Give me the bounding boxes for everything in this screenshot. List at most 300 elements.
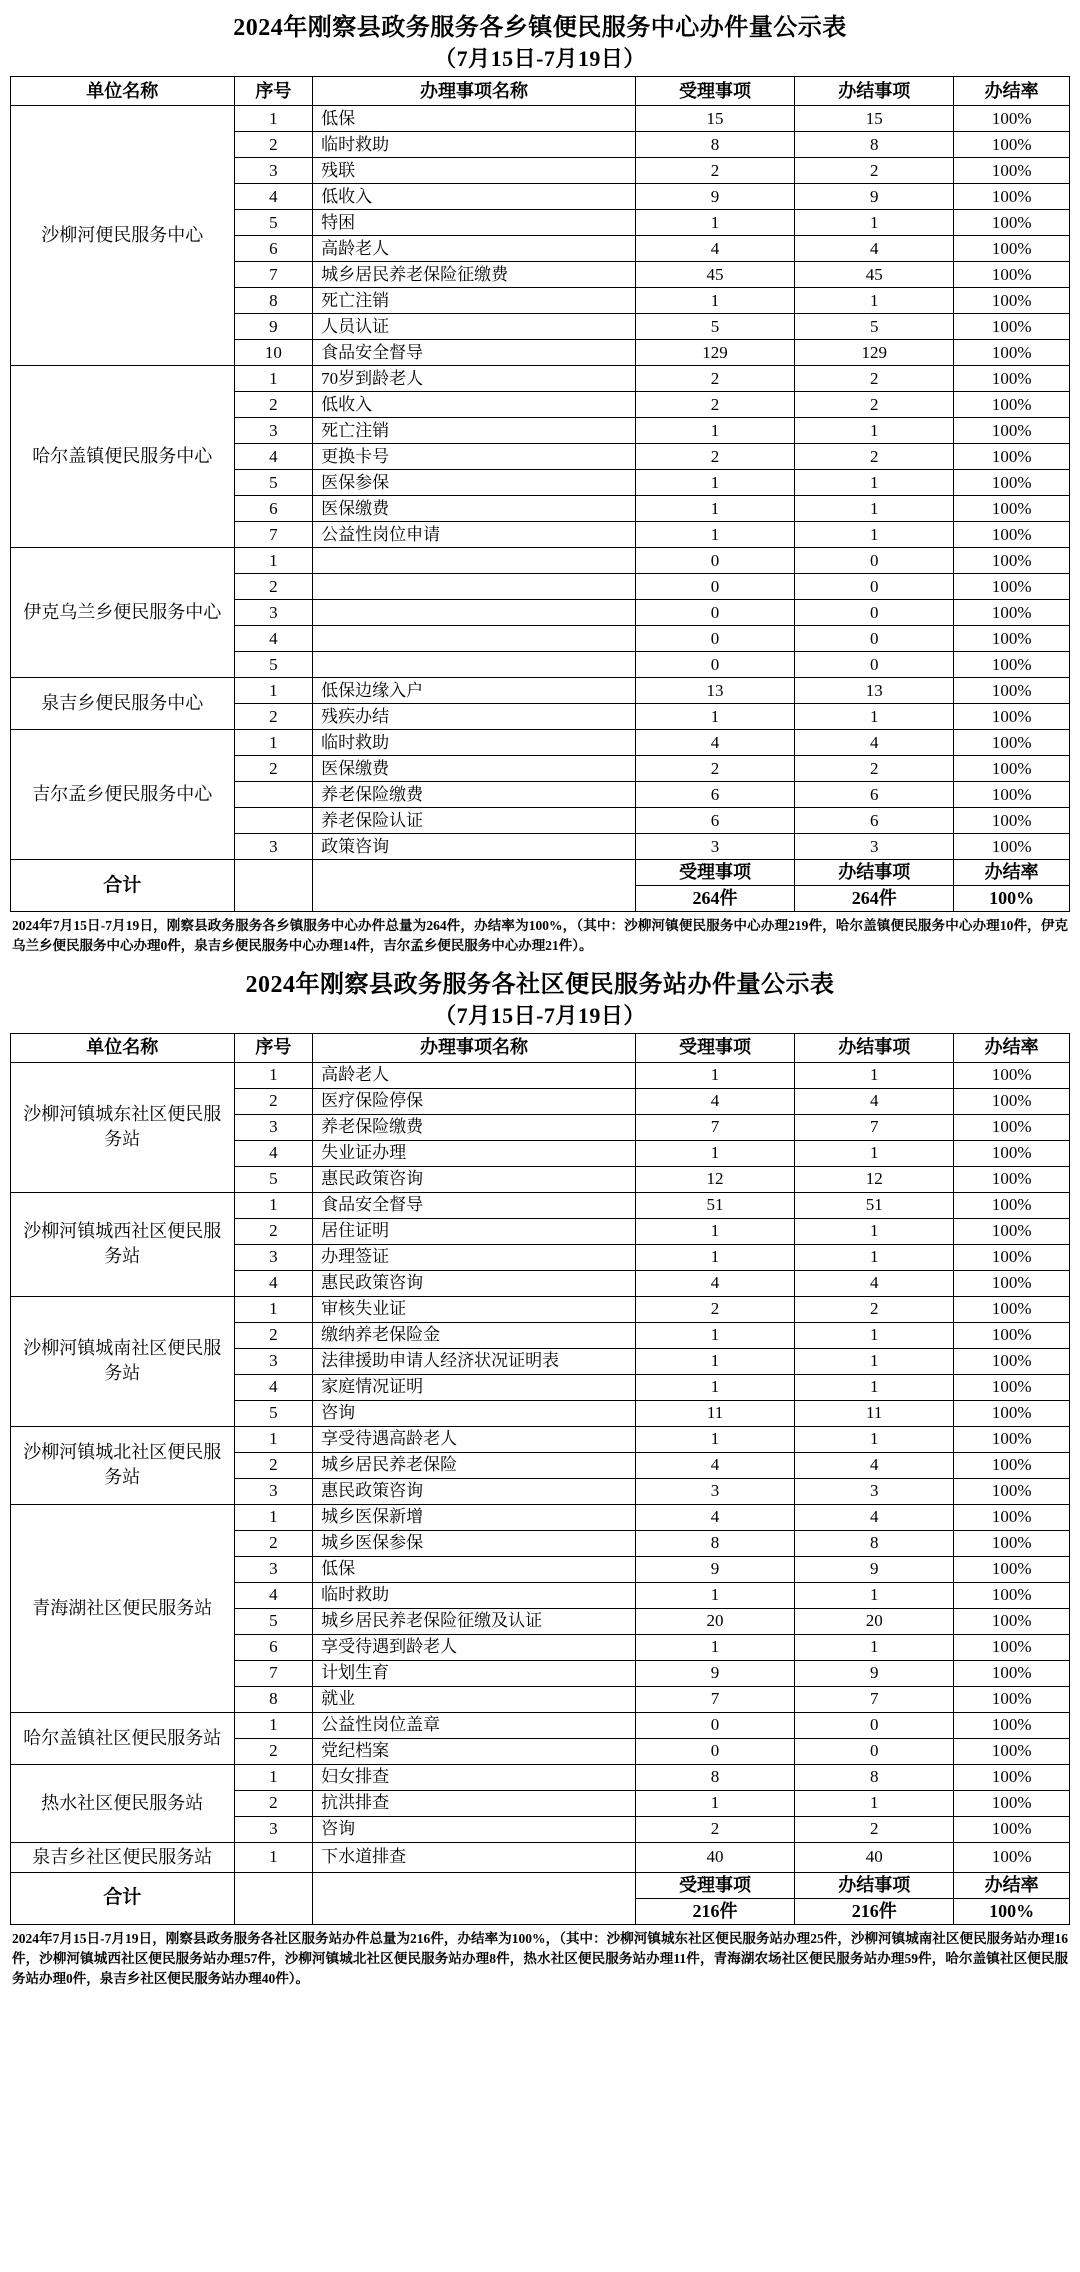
- item-name-cell: 养老保险缴费: [313, 782, 636, 808]
- rate-cell: 100%: [954, 262, 1070, 288]
- seq-cell: 1: [234, 106, 313, 132]
- rate-cell: 100%: [954, 522, 1070, 548]
- item-name-cell: 人员认证: [313, 314, 636, 340]
- completed-cell: 4: [795, 1088, 954, 1114]
- accepted-cell: 9: [635, 1556, 794, 1582]
- rate-cell: 100%: [954, 678, 1070, 704]
- accepted-cell: 4: [635, 236, 794, 262]
- seq-cell: 1: [234, 366, 313, 392]
- table-row: [11, 1504, 1070, 1530]
- table1-header-unit: 单位名称: [11, 77, 235, 106]
- table-row: [11, 548, 1070, 574]
- total-head-completed: 办结事项: [795, 860, 954, 886]
- seq-cell: 8: [234, 288, 313, 314]
- table2-header-completed: 办结事项: [795, 1033, 954, 1062]
- item-name-cell: 抗洪排查: [313, 1790, 636, 1816]
- item-name-cell: 低保: [313, 106, 636, 132]
- completed-cell: 1: [795, 1322, 954, 1348]
- unit-name-cell: 伊克乌兰乡便民服务中心: [11, 548, 235, 678]
- rate-cell: 100%: [954, 808, 1070, 834]
- rate-cell: 100%: [954, 1738, 1070, 1764]
- rate-cell: 100%: [954, 1478, 1070, 1504]
- completed-cell: 7: [795, 1114, 954, 1140]
- rate-cell: 100%: [954, 184, 1070, 210]
- item-name-cell: 享受待遇到龄老人: [313, 1634, 636, 1660]
- seq-cell: 3: [234, 158, 313, 184]
- seq-cell: 2: [234, 704, 313, 730]
- rate-cell: 100%: [954, 1556, 1070, 1582]
- table2-header-item: 办理事项名称: [313, 1033, 636, 1062]
- rate-cell: 100%: [954, 1686, 1070, 1712]
- unit-name-cell: 沙柳河镇城北社区便民服务站: [11, 1426, 235, 1504]
- accepted-cell: 3: [635, 1478, 794, 1504]
- seq-cell: 5: [234, 1608, 313, 1634]
- completed-cell: 8: [795, 1764, 954, 1790]
- table2-title: [10, 969, 1070, 1031]
- item-name-cell: 食品安全督导: [313, 340, 636, 366]
- item-name-cell: 临时救助: [313, 132, 636, 158]
- rate-cell: 100%: [954, 1348, 1070, 1374]
- seq-cell: 5: [234, 652, 313, 678]
- completed-cell: 4: [795, 1504, 954, 1530]
- accepted-cell: 15: [635, 106, 794, 132]
- unit-name-cell: 沙柳河镇城东社区便民服务站: [11, 1062, 235, 1192]
- rate-cell: 100%: [954, 1114, 1070, 1140]
- accepted-cell: 1: [635, 288, 794, 314]
- accepted-cell: 2: [635, 1816, 794, 1842]
- seq-cell: 3: [234, 834, 313, 860]
- accepted-cell: 1: [635, 1322, 794, 1348]
- completed-cell: 3: [795, 834, 954, 860]
- completed-cell: 4: [795, 730, 954, 756]
- item-name-cell: 城乡居民养老保险: [313, 1452, 636, 1478]
- table2-header-unit: 单位名称: [11, 1033, 235, 1062]
- seq-cell: 3: [234, 600, 313, 626]
- seq-cell: 1: [234, 1764, 313, 1790]
- table1-title: [10, 12, 1070, 74]
- completed-cell: 1: [795, 1634, 954, 1660]
- rate-cell: 100%: [954, 1140, 1070, 1166]
- completed-cell: 45: [795, 262, 954, 288]
- rate-cell: 100%: [954, 1842, 1070, 1872]
- table2-header-row: [11, 1033, 1070, 1062]
- rate-cell: 100%: [954, 756, 1070, 782]
- accepted-cell: 2: [635, 366, 794, 392]
- item-name-cell: 法律援助申请人经济状况证明表: [313, 1348, 636, 1374]
- total-label-cell: 合计: [11, 1872, 235, 1924]
- item-name-cell: 低收入: [313, 392, 636, 418]
- accepted-cell: 1: [635, 1062, 794, 1088]
- seq-cell: 1: [234, 1426, 313, 1452]
- completed-cell: 1: [795, 1218, 954, 1244]
- rate-cell: 100%: [954, 1270, 1070, 1296]
- accepted-cell: 1: [635, 1374, 794, 1400]
- seq-cell: 2: [234, 1790, 313, 1816]
- seq-cell: 4: [234, 1582, 313, 1608]
- item-name-cell: 死亡注销: [313, 418, 636, 444]
- rate-cell: 100%: [954, 1634, 1070, 1660]
- accepted-cell: 9: [635, 184, 794, 210]
- accepted-cell: 1: [635, 1790, 794, 1816]
- completed-cell: 1: [795, 1374, 954, 1400]
- item-name-cell: 缴纳养老保险金: [313, 1322, 636, 1348]
- completed-cell: 1: [795, 418, 954, 444]
- seq-cell: 7: [234, 262, 313, 288]
- rate-cell: 100%: [954, 1426, 1070, 1452]
- item-name-cell: 惠民政策咨询: [313, 1478, 636, 1504]
- total-head-rate: 办结率: [954, 1872, 1070, 1898]
- accepted-cell: 1: [635, 470, 794, 496]
- accepted-cell: 8: [635, 1764, 794, 1790]
- seq-cell: 1: [234, 1712, 313, 1738]
- unit-name-cell: 沙柳河便民服务中心: [11, 106, 235, 366]
- item-name-cell: 失业证办理: [313, 1140, 636, 1166]
- table1-header-item: 办理事项名称: [313, 77, 636, 106]
- accepted-cell: 4: [635, 1452, 794, 1478]
- accepted-cell: 5: [635, 314, 794, 340]
- accepted-cell: 2: [635, 392, 794, 418]
- seq-cell: 2: [234, 1322, 313, 1348]
- item-name-cell: 计划生育: [313, 1660, 636, 1686]
- total-label-cell: 合计: [11, 860, 235, 912]
- rate-cell: 100%: [954, 444, 1070, 470]
- item-name-cell: 低保: [313, 1556, 636, 1582]
- accepted-cell: 1: [635, 1426, 794, 1452]
- rate-cell: 100%: [954, 1192, 1070, 1218]
- seq-cell: 1: [234, 678, 313, 704]
- item-name-cell: 审核失业证: [313, 1296, 636, 1322]
- item-name-cell: 党纪档案: [313, 1738, 636, 1764]
- seq-cell: 3: [234, 1556, 313, 1582]
- seq-cell: 3: [234, 1244, 313, 1270]
- item-name-cell: 城乡居民养老保险征缴及认证: [313, 1608, 636, 1634]
- accepted-cell: 1: [635, 522, 794, 548]
- table1-body: [11, 106, 1070, 912]
- completed-cell: 1: [795, 1244, 954, 1270]
- completed-cell: 1: [795, 704, 954, 730]
- completed-cell: 0: [795, 626, 954, 652]
- accepted-cell: 6: [635, 808, 794, 834]
- item-name-cell: 低保边缘入户: [313, 678, 636, 704]
- item-name-cell: 咨询: [313, 1816, 636, 1842]
- accepted-cell: 1: [635, 1140, 794, 1166]
- item-name-cell: 残联: [313, 158, 636, 184]
- rate-cell: 100%: [954, 106, 1070, 132]
- rate-cell: 100%: [954, 158, 1070, 184]
- unit-name-cell: 泉吉乡便民服务中心: [11, 678, 235, 730]
- rate-cell: 100%: [954, 392, 1070, 418]
- item-name-cell: 惠民政策咨询: [313, 1166, 636, 1192]
- total-item-cell: [313, 1872, 636, 1924]
- table2: [10, 1033, 1070, 1925]
- item-name-cell: 高龄老人: [313, 1062, 636, 1088]
- seq-cell: 3: [234, 1114, 313, 1140]
- completed-cell: 3: [795, 1478, 954, 1504]
- item-name-cell: 就业: [313, 1686, 636, 1712]
- item-name-cell: 更换卡号: [313, 444, 636, 470]
- accepted-cell: 2: [635, 158, 794, 184]
- unit-name-cell: 哈尔盖镇社区便民服务站: [11, 1712, 235, 1764]
- rate-cell: 100%: [954, 1166, 1070, 1192]
- completed-cell: 0: [795, 1738, 954, 1764]
- seq-cell: 3: [234, 1816, 313, 1842]
- item-name-cell: 城乡医保新增: [313, 1504, 636, 1530]
- total-accepted-value: 264件: [635, 886, 794, 912]
- rate-cell: 100%: [954, 1504, 1070, 1530]
- rate-cell: 100%: [954, 1062, 1070, 1088]
- unit-name-cell: 吉尔孟乡便民服务中心: [11, 730, 235, 860]
- completed-cell: 0: [795, 652, 954, 678]
- accepted-cell: 2: [635, 756, 794, 782]
- completed-cell: 1: [795, 288, 954, 314]
- seq-cell: 4: [234, 184, 313, 210]
- accepted-cell: 20: [635, 1608, 794, 1634]
- completed-cell: 13: [795, 678, 954, 704]
- total-rate-value: 100%: [954, 886, 1070, 912]
- rate-cell: 100%: [954, 548, 1070, 574]
- completed-cell: 4: [795, 1452, 954, 1478]
- seq-cell: 1: [234, 1296, 313, 1322]
- completed-cell: 1: [795, 1790, 954, 1816]
- rate-cell: 100%: [954, 782, 1070, 808]
- item-name-cell: [313, 548, 636, 574]
- accepted-cell: 11: [635, 1400, 794, 1426]
- completed-cell: 20: [795, 1608, 954, 1634]
- completed-cell: 9: [795, 1660, 954, 1686]
- seq-cell: 1: [234, 730, 313, 756]
- seq-cell: 4: [234, 1374, 313, 1400]
- table2-header-seq: 序号: [234, 1033, 313, 1062]
- total-item-cell: [313, 860, 636, 912]
- total-seq-cell: [234, 860, 313, 912]
- seq-cell: 10: [234, 340, 313, 366]
- rate-cell: 100%: [954, 1452, 1070, 1478]
- table2-body: [11, 1062, 1070, 1924]
- seq-cell: 7: [234, 522, 313, 548]
- completed-cell: 2: [795, 1816, 954, 1842]
- completed-cell: 2: [795, 158, 954, 184]
- item-name-cell: 死亡注销: [313, 288, 636, 314]
- rate-cell: 100%: [954, 340, 1070, 366]
- accepted-cell: 0: [635, 600, 794, 626]
- accepted-cell: 4: [635, 1270, 794, 1296]
- item-name-cell: 妇女排查: [313, 1764, 636, 1790]
- seq-cell: 2: [234, 132, 313, 158]
- accepted-cell: 0: [635, 652, 794, 678]
- item-name-cell: 城乡居民养老保险征缴费: [313, 262, 636, 288]
- accepted-cell: 4: [635, 1504, 794, 1530]
- table-row: [11, 1426, 1070, 1452]
- completed-cell: 2: [795, 444, 954, 470]
- rate-cell: 100%: [954, 574, 1070, 600]
- item-name-cell: 特困: [313, 210, 636, 236]
- table1: [10, 76, 1070, 912]
- table-row: [11, 1842, 1070, 1872]
- accepted-cell: 129: [635, 340, 794, 366]
- rate-cell: 100%: [954, 418, 1070, 444]
- completed-cell: 6: [795, 782, 954, 808]
- item-name-cell: 养老保险认证: [313, 808, 636, 834]
- rate-cell: 100%: [954, 1764, 1070, 1790]
- seq-cell: 2: [234, 392, 313, 418]
- completed-cell: 11: [795, 1400, 954, 1426]
- rate-cell: 100%: [954, 496, 1070, 522]
- total-head-completed: 办结事项: [795, 1872, 954, 1898]
- rate-cell: 100%: [954, 1790, 1070, 1816]
- rate-cell: 100%: [954, 1218, 1070, 1244]
- rate-cell: 100%: [954, 730, 1070, 756]
- seq-cell: 4: [234, 444, 313, 470]
- accepted-cell: 7: [635, 1114, 794, 1140]
- unit-name-cell: 沙柳河镇城南社区便民服务站: [11, 1296, 235, 1426]
- item-name-cell: 居住证明: [313, 1218, 636, 1244]
- total-head-accepted: 受理事项: [635, 1872, 794, 1898]
- total-head-accepted: 受理事项: [635, 860, 794, 886]
- item-name-cell: 政策咨询: [313, 834, 636, 860]
- seq-cell: 2: [234, 1530, 313, 1556]
- accepted-cell: 1: [635, 704, 794, 730]
- accepted-cell: 12: [635, 1166, 794, 1192]
- table-row: [11, 678, 1070, 704]
- accepted-cell: 2: [635, 1296, 794, 1322]
- seq-cell: 2: [234, 574, 313, 600]
- accepted-cell: 0: [635, 1712, 794, 1738]
- seq-cell: 7: [234, 1660, 313, 1686]
- rate-cell: 100%: [954, 1088, 1070, 1114]
- seq-cell: 1: [234, 1504, 313, 1530]
- completed-cell: 0: [795, 574, 954, 600]
- seq-cell: 4: [234, 626, 313, 652]
- accepted-cell: 45: [635, 262, 794, 288]
- item-name-cell: 惠民政策咨询: [313, 1270, 636, 1296]
- table-row: [11, 1712, 1070, 1738]
- seq-cell: [234, 808, 313, 834]
- rate-cell: 100%: [954, 600, 1070, 626]
- completed-cell: 4: [795, 236, 954, 262]
- item-name-cell: 城乡医保参保: [313, 1530, 636, 1556]
- unit-name-cell: 哈尔盖镇便民服务中心: [11, 366, 235, 548]
- completed-cell: 0: [795, 548, 954, 574]
- seq-cell: 2: [234, 756, 313, 782]
- rate-cell: 100%: [954, 314, 1070, 340]
- table2-note: 2024年7月15日-7月19日，刚察县政务服务各社区服务站办件总量为216件，办结率为100%，（其中：沙柳河镇城东社区便民服务站办理25件，沙柳河镇城南社区便民服务站办理16件，沙柳河镇城西社区便民服务站办理57件，沙柳河镇城北社区便民服务站办理8件，热水社区便民服务站办理11件，青海湖农场社区便民服务站办理59件，哈尔盖镇社区便民服务站办理0件，泉吉乡社区便民服务站办理40件）。: [12, 1930, 1068, 1987]
- accepted-cell: 1: [635, 1582, 794, 1608]
- accepted-cell: 1: [635, 210, 794, 236]
- rate-cell: 100%: [954, 132, 1070, 158]
- unit-name-cell: 热水社区便民服务站: [11, 1764, 235, 1842]
- item-name-cell: 下水道排查: [313, 1842, 636, 1872]
- rate-cell: 100%: [954, 1374, 1070, 1400]
- accepted-cell: 40: [635, 1842, 794, 1872]
- completed-cell: 8: [795, 1530, 954, 1556]
- seq-cell: 9: [234, 314, 313, 340]
- seq-cell: 6: [234, 496, 313, 522]
- accepted-cell: 0: [635, 1738, 794, 1764]
- rate-cell: 100%: [954, 470, 1070, 496]
- item-name-cell: 残疾办结: [313, 704, 636, 730]
- table2-title-text: 2024年刚察县政务服务各社区便民服务站办件量公示表: [245, 971, 835, 998]
- item-name-cell: 高龄老人: [313, 236, 636, 262]
- table1-header-rate: 办结率: [954, 77, 1070, 106]
- total-rate-value: 100%: [954, 1898, 1070, 1924]
- seq-cell: 8: [234, 1686, 313, 1712]
- completed-cell: 1: [795, 470, 954, 496]
- accepted-cell: 1: [635, 1244, 794, 1270]
- completed-cell: 9: [795, 1556, 954, 1582]
- seq-cell: 5: [234, 1166, 313, 1192]
- accepted-cell: 3: [635, 834, 794, 860]
- rate-cell: 100%: [954, 704, 1070, 730]
- rate-cell: 100%: [954, 210, 1070, 236]
- table-row: [11, 106, 1070, 132]
- accepted-cell: 0: [635, 574, 794, 600]
- completed-cell: 2: [795, 756, 954, 782]
- rate-cell: 100%: [954, 366, 1070, 392]
- table-row: [11, 1296, 1070, 1322]
- total-seq-cell: [234, 1872, 313, 1924]
- completed-cell: 1: [795, 210, 954, 236]
- item-name-cell: 低收入: [313, 184, 636, 210]
- seq-cell: 2: [234, 1218, 313, 1244]
- completed-cell: 12: [795, 1166, 954, 1192]
- rate-cell: 100%: [954, 1816, 1070, 1842]
- item-name-cell: [313, 626, 636, 652]
- item-name-cell: [313, 574, 636, 600]
- unit-name-cell: 泉吉乡社区便民服务站: [11, 1842, 235, 1872]
- total-accepted-value: 216件: [635, 1898, 794, 1924]
- completed-cell: 1: [795, 1426, 954, 1452]
- rate-cell: 100%: [954, 1244, 1070, 1270]
- completed-cell: 2: [795, 366, 954, 392]
- completed-cell: 1: [795, 1140, 954, 1166]
- total-head-rate: 办结率: [954, 860, 1070, 886]
- item-name-cell: [313, 600, 636, 626]
- seq-cell: 2: [234, 1088, 313, 1114]
- unit-name-cell: 青海湖社区便民服务站: [11, 1504, 235, 1712]
- rate-cell: 100%: [954, 1530, 1070, 1556]
- rate-cell: 100%: [954, 652, 1070, 678]
- item-name-cell: 医保缴费: [313, 756, 636, 782]
- completed-cell: 1: [795, 1582, 954, 1608]
- completed-cell: 4: [795, 1270, 954, 1296]
- rate-cell: 100%: [954, 834, 1070, 860]
- accepted-cell: 51: [635, 1192, 794, 1218]
- completed-cell: 2: [795, 1296, 954, 1322]
- rate-cell: 100%: [954, 1582, 1070, 1608]
- seq-cell: 6: [234, 236, 313, 262]
- seq-cell: 6: [234, 1634, 313, 1660]
- accepted-cell: 8: [635, 132, 794, 158]
- seq-cell: 3: [234, 1348, 313, 1374]
- total-completed-value: 264件: [795, 886, 954, 912]
- completed-cell: 0: [795, 600, 954, 626]
- seq-cell: 4: [234, 1270, 313, 1296]
- table1-header-accepted: 受理事项: [635, 77, 794, 106]
- accepted-cell: 0: [635, 548, 794, 574]
- seq-cell: 5: [234, 210, 313, 236]
- item-name-cell: 公益性岗位申请: [313, 522, 636, 548]
- item-name-cell: 办理签证: [313, 1244, 636, 1270]
- rate-cell: 100%: [954, 1712, 1070, 1738]
- accepted-cell: 1: [635, 1218, 794, 1244]
- table1-header-completed: 办结事项: [795, 77, 954, 106]
- accepted-cell: 4: [635, 730, 794, 756]
- table1-note: 2024年7月15日-7月19日，刚察县政务服务各乡镇服务中心办件总量为264件，办结率为100%，（其中：沙柳河镇便民服务中心办理219件，哈尔盖镇便民服务中心办理10件，伊克乌兰乡便民服务中心办理0件，泉吉乡便民服务中心办理14件，吉尔孟乡便民服务中心办理21件）。: [12, 918, 1068, 954]
- completed-cell: 7: [795, 1686, 954, 1712]
- table-row: [11, 1192, 1070, 1218]
- table2-header-rate: 办结率: [954, 1033, 1070, 1062]
- accepted-cell: 9: [635, 1660, 794, 1686]
